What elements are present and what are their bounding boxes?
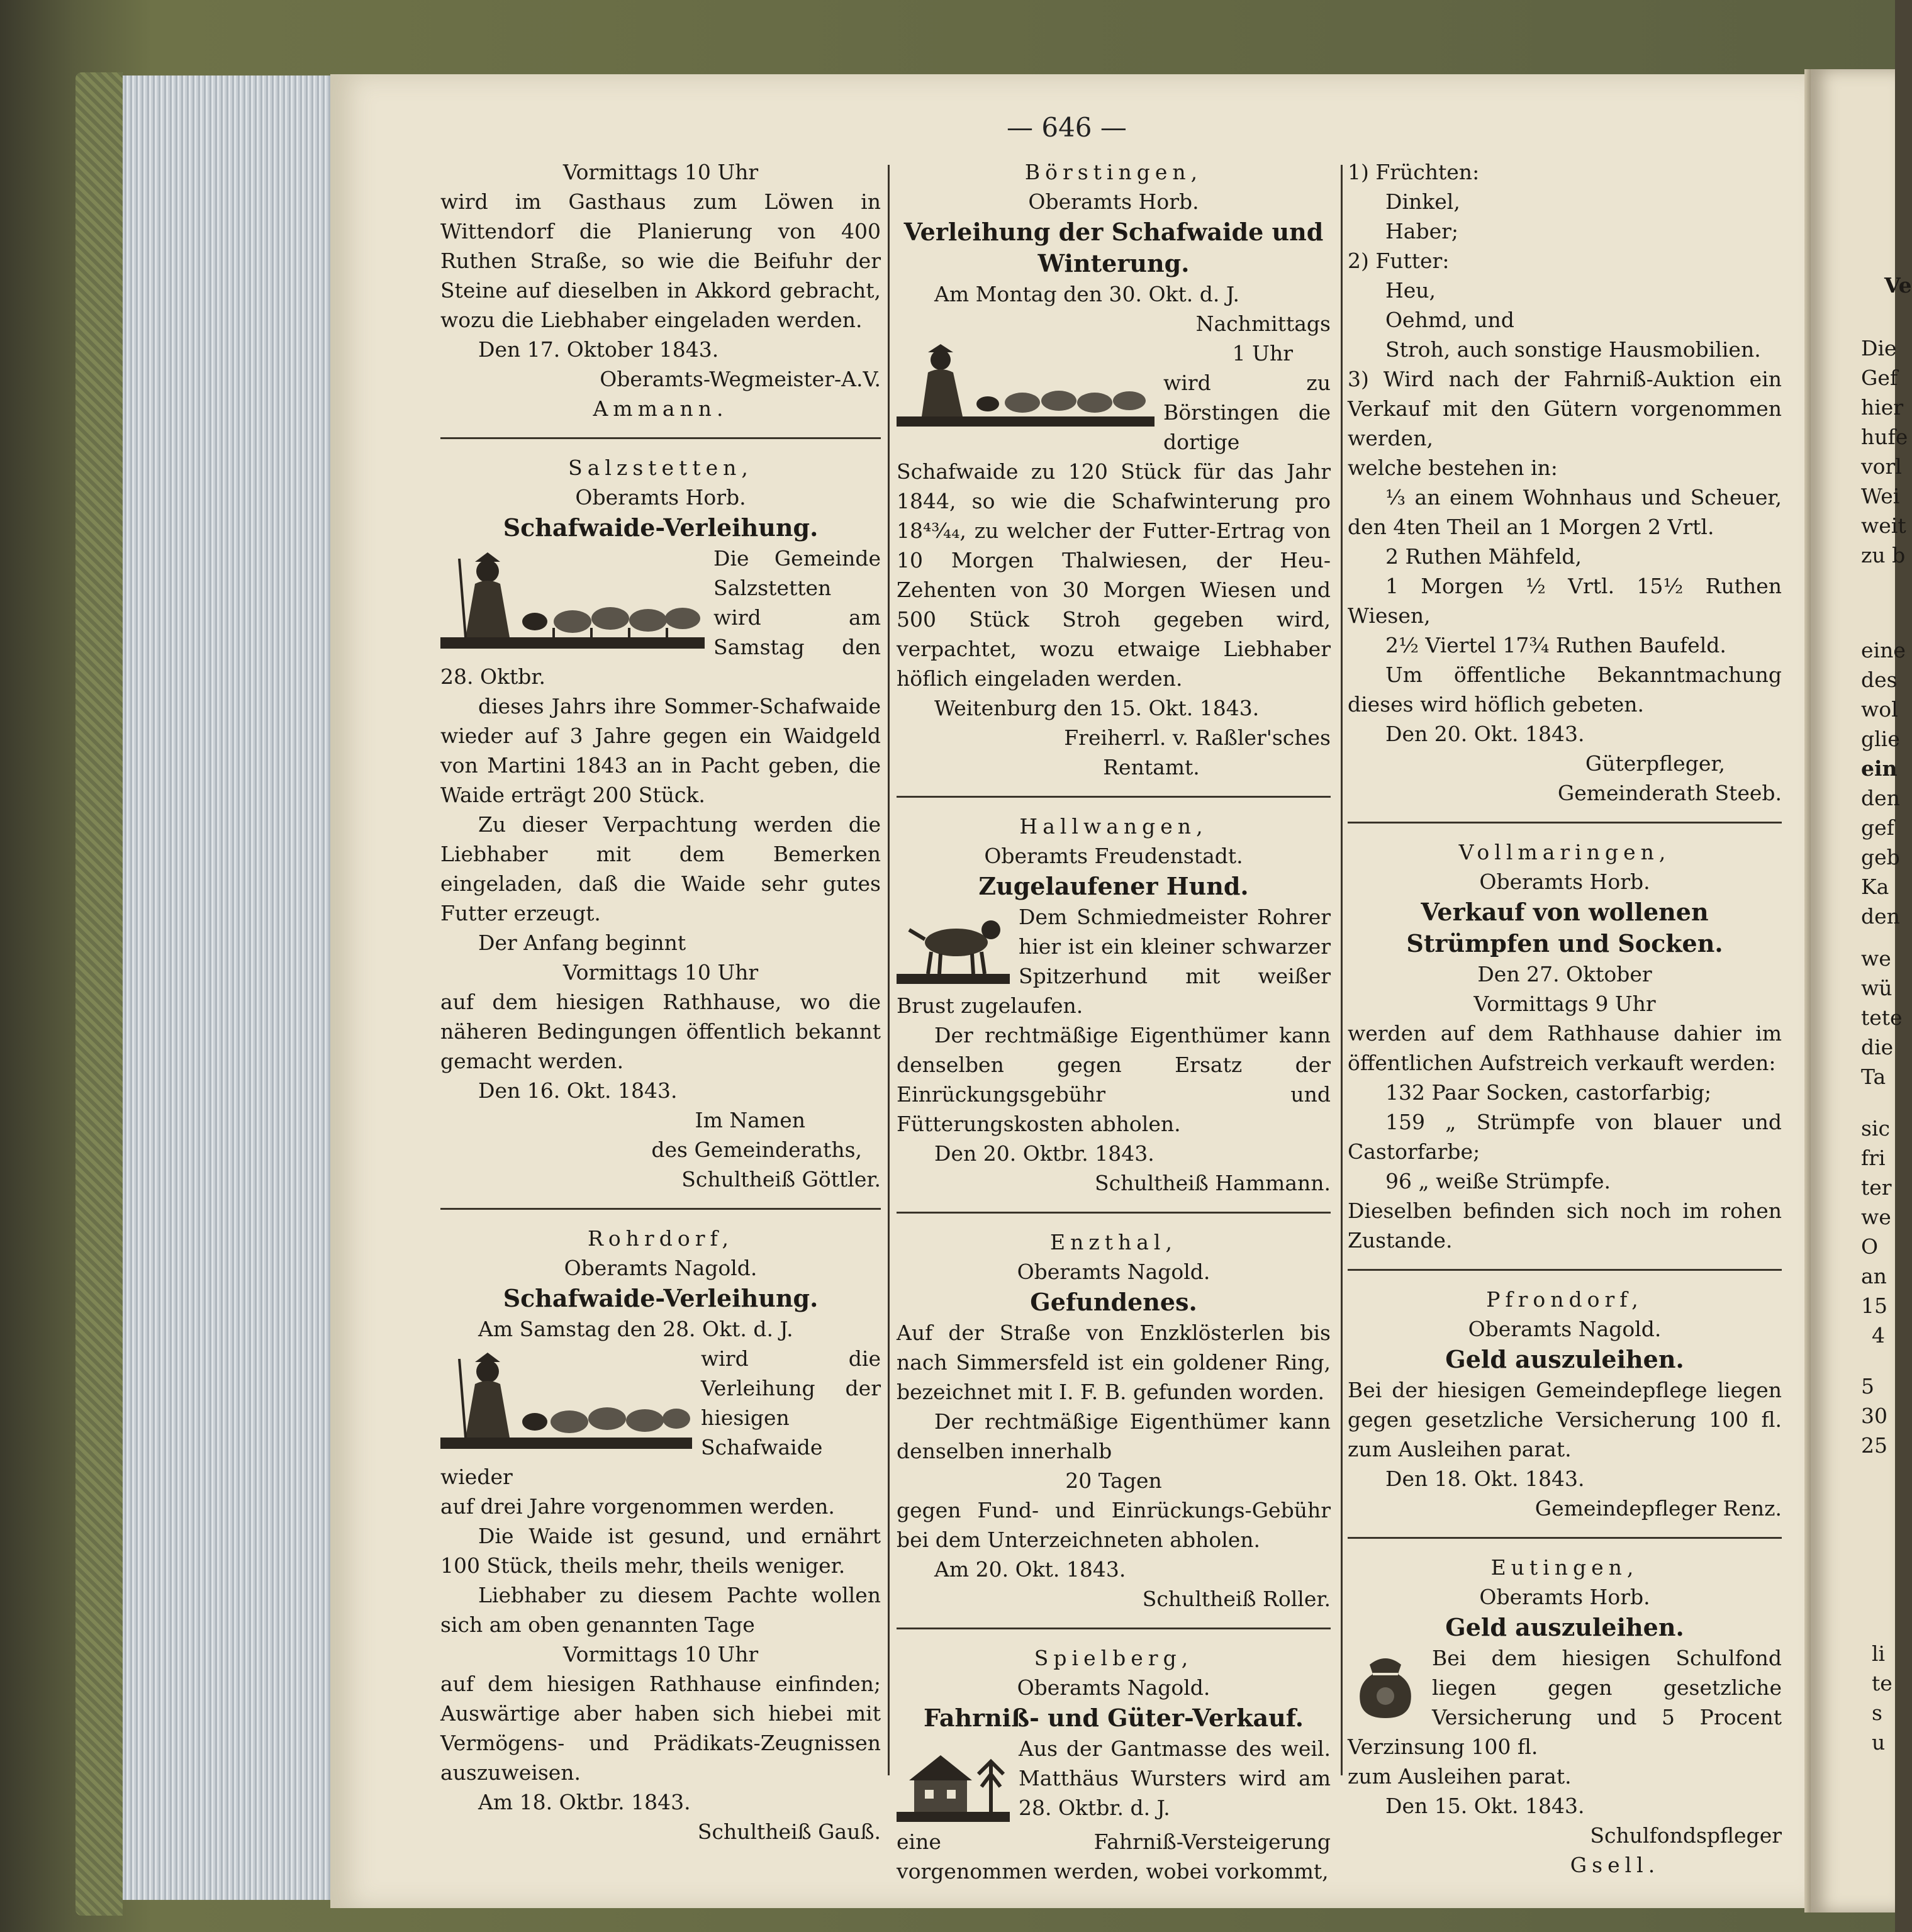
- ad-signature-1: Güterpfleger,: [1585, 751, 1725, 776]
- fragment: gef: [1861, 815, 1894, 840]
- list-item: Oehmd, und: [1385, 308, 1514, 332]
- fragment: weit: [1861, 513, 1906, 538]
- column-divider-1: [888, 165, 890, 1775]
- woodcut-block: [440, 544, 881, 691]
- list-item: Stroh, auch sonstige Hausmobilien.: [1385, 337, 1761, 362]
- ad-eutingen: [1348, 1553, 1782, 1880]
- ad-body-3: Die Waide ist gesund, und ernährt 100 Stück, theils mehr, theils weniger.: [440, 1524, 881, 1578]
- ad-signature-1: Im Namen: [695, 1108, 805, 1132]
- ad-body-2: Der rechtmäßige Eigenthümer kann denselben gegen Ersatz der Einrückungsgebühr und Fütterungskosten abholen.: [897, 1023, 1331, 1136]
- ad-time-1: Nachmittags: [1195, 311, 1331, 336]
- ad-body: wird zu Börstingen die dortige Schafwaide zu 120 Stück für das Jahr 1844, so wie die Schafwinterung pro 18⁴³⁄₄₄, zu welcher der Futter-Ertrag von 10 Morgen Thalwiesen, der Heu-Zehenten von 30 Morgen Wiesen und 500 Stück Stroh gegeben wird, verpachtet, wozu etwaige Liebhaber höflich eingeladen werden.: [897, 371, 1331, 691]
- ad-date: Am 20. Okt. 1843.: [934, 1557, 1126, 1582]
- column-1: [440, 157, 881, 1846]
- divider: [1348, 1537, 1782, 1539]
- ad-vollmaringen: [1348, 837, 1782, 1255]
- ad-body-1: dieses Jahrs ihre Sommer-Schafwaide wieder auf 3 Jahre gegen ein Waidgeld von Martini 1843 an in Pacht geben, die Waide erträgt 200 Stück.: [440, 694, 881, 807]
- divider: [440, 437, 881, 439]
- ad-intro: Am Montag den 30. Okt. d. J.: [934, 282, 1239, 306]
- fragment: u: [1872, 1730, 1886, 1755]
- ad-body-2: Zu dieser Verpachtung werden die Liebhaber mit dem Bemerken eingeladen, daß die Waide sehr gutes Futter erzeugt.: [440, 812, 881, 925]
- ad-body-2: Dieselben befinden sich noch im rohen Zustande.: [1348, 1198, 1782, 1253]
- fragment: glie: [1861, 727, 1900, 751]
- ad-date: Den 17. Oktober 1843.: [478, 337, 719, 362]
- ad-signature: Schultheiß Roller.: [1142, 1587, 1331, 1611]
- ad-body-3: gegen Fund- und Einrückungs-Gebühr bei dem Unterzeichneten abholen.: [897, 1498, 1331, 1552]
- ad-pfrondorf: [1348, 1285, 1782, 1523]
- ad-body-1: Aus der Gantmasse des weil. Matthäus Wursters wird am 28. Oktbr. d. J.: [1019, 1736, 1331, 1820]
- ad-signature: Oberamts-Wegmeister-A.V.: [600, 367, 881, 391]
- fragment: we: [1861, 946, 1891, 971]
- list-item: welche bestehen in:: [1348, 455, 1558, 480]
- list-item: Heu,: [1385, 278, 1436, 303]
- woodcut-block: [897, 902, 1331, 1020]
- ad-title: Zugelaufener Hund.: [978, 872, 1249, 900]
- ad-boerstingen: [897, 157, 1331, 782]
- column-divider-2: [1341, 165, 1343, 1775]
- ad-title: Gefundenes.: [1030, 1288, 1197, 1316]
- fragment: vorl: [1861, 454, 1902, 479]
- ad-time: Vormittags 10 Uhr: [562, 1642, 759, 1667]
- ad-district: Oberamts Nagold.: [564, 1256, 758, 1280]
- ad-signature: Schultheiß Gauß.: [697, 1819, 881, 1844]
- ad-district: Oberamts Nagold.: [1468, 1317, 1662, 1341]
- ad-enzthal: [897, 1227, 1331, 1614]
- ad-place: Börstingen,: [1024, 160, 1203, 184]
- fragment: hier: [1861, 395, 1904, 420]
- house-woodcut-icon: [897, 1736, 1010, 1824]
- fragment: O: [1861, 1234, 1879, 1259]
- fragment: des: [1861, 667, 1898, 692]
- list-item: 1) Früchten:: [1348, 160, 1480, 184]
- ad-wittendorf: [440, 157, 881, 423]
- ad-time: Vormittags 10 Uhr: [562, 960, 759, 985]
- fragment: 30: [1861, 1404, 1887, 1428]
- ad-district: Oberamts Freudenstadt.: [984, 844, 1243, 868]
- shepherd-woodcut-icon: [440, 546, 705, 653]
- ad-place: Eutingen,: [1490, 1555, 1639, 1580]
- fragment: 5: [1861, 1374, 1874, 1399]
- ad-body-2: eine Fahrniß-Versteigerung vorgenommen werden, wobei vorkommt,: [897, 1829, 1331, 1884]
- ad-place: Pfrondorf,: [1486, 1287, 1643, 1312]
- ad-place: Vollmaringen,: [1458, 840, 1671, 864]
- fragment: Ta: [1861, 1064, 1886, 1089]
- ad-signature: Gemeindepfleger Renz.: [1535, 1496, 1782, 1521]
- ad-place: Rohrdorf,: [587, 1226, 734, 1251]
- ad-title: Schafwaide-Verleihung.: [503, 513, 819, 542]
- ad-rohrdorf: [440, 1224, 881, 1846]
- fragment: wol: [1861, 697, 1898, 722]
- ad-title: Fahrniß- und Güter-Verkauf.: [924, 1704, 1304, 1732]
- fragment: hufe: [1861, 425, 1908, 449]
- list-item: Haber;: [1385, 219, 1458, 243]
- fragment: Ve: [1884, 273, 1912, 298]
- ad-body-2: Der rechtmäßige Eigenthümer kann denselben innerhalb: [897, 1409, 1331, 1463]
- ad-signature-2: Rentamt.: [1103, 755, 1200, 779]
- column-3: [1348, 157, 1782, 1880]
- divider: [897, 1212, 1331, 1214]
- fragment: eine: [1861, 638, 1906, 662]
- ad-signature-3: Schultheiß Göttler.: [681, 1167, 881, 1192]
- list-item: 96 „ weiße Strümpfe.: [1385, 1169, 1611, 1193]
- divider: [1348, 822, 1782, 824]
- ad-signature-name: Ammann.: [593, 396, 729, 421]
- ad-body-1: Bei dem hiesigen Schulfond liegen gegen gesetzliche Versicherung und 5 Procent Verzinsung 100 fl.: [1348, 1646, 1782, 1759]
- ad-date: Den 18. Okt. 1843.: [1385, 1466, 1585, 1491]
- ad-signature: Schultheiß Hammann.: [1095, 1171, 1331, 1195]
- ad-body: Um öffentliche Bekanntmachung dieses wird höflich gebeten.: [1348, 662, 1782, 717]
- fragment: s: [1872, 1700, 1882, 1725]
- ad-district: Oberamts Horb.: [1028, 189, 1199, 214]
- book-binding: [75, 72, 123, 1916]
- list-item: Dinkel,: [1385, 189, 1460, 214]
- ad-intro: Am Samstag den 28. Okt. d. J.: [478, 1317, 793, 1341]
- page-edges: [123, 75, 333, 1900]
- ad-title: Verkauf von wollenen Strümpfen und Socken.: [1406, 898, 1723, 958]
- fragment: Wei: [1861, 484, 1900, 508]
- ad-body-3: auf dem hiesigen Rathhause, wo die näheren Bedingungen öffentlich bekannt gemacht werden.: [440, 990, 881, 1073]
- ad-body-5: auf dem hiesigen Rathhause einfinden; Auswärtige aber haben sich hiebei mit Vermögens- und Prädikats-Zeugnissen auszuweisen.: [440, 1672, 881, 1785]
- ad-start: Der Anfang beginnt: [478, 930, 686, 955]
- ad-intro: Die Gemeinde Salzstetten wird am Samstag den 28. Oktbr.: [440, 546, 881, 689]
- ad-district: Oberamts Horb.: [1479, 1585, 1650, 1609]
- fragment: Die: [1861, 336, 1897, 360]
- divider: [897, 1628, 1331, 1629]
- shepherd-woodcut-icon: [440, 1346, 692, 1453]
- fragment: sic: [1861, 1116, 1890, 1141]
- ad-title: Verleihung der Schafwaide und Winterung.: [903, 218, 1324, 277]
- ad-date: Den 27. Oktober: [1477, 962, 1652, 986]
- ad-district: Oberamts Nagold.: [1017, 1675, 1210, 1700]
- column-2: [897, 157, 1331, 1886]
- ad-signature-2: des Gemeinderaths,: [651, 1137, 862, 1162]
- ad-district: Oberamts Nagold.: [1017, 1259, 1210, 1284]
- ad-date: Am 18. Oktbr. 1843.: [478, 1790, 691, 1814]
- fragment: an: [1861, 1264, 1887, 1288]
- ad-date: Den 16. Okt. 1843.: [478, 1078, 678, 1103]
- divider: [1348, 1269, 1782, 1271]
- ad-hallwangen: [897, 812, 1331, 1198]
- ad-spielberg: [897, 1643, 1331, 1886]
- list-item: 3) Wird nach der Fahrniß-Auktion ein Verkauf mit den Gütern vorgenommen werden,: [1348, 367, 1782, 450]
- fragment: ter: [1861, 1175, 1892, 1200]
- ad-time: Vormittags 9 Uhr: [1473, 991, 1656, 1016]
- ad-body: wird im Gasthaus zum Löwen in Wittendorf die Planierung von 400 Ruthen Straße, so wie die Beifuhr der Steine auf dieselben in Akkord gebracht, wozu die Liebhaber eingeladen werden.: [440, 189, 881, 332]
- ad-salzstetten: [440, 453, 881, 1194]
- fragment: we: [1861, 1205, 1891, 1229]
- ad-days: 20 Tagen: [1065, 1468, 1162, 1493]
- list-item: 2) Futter:: [1348, 248, 1450, 273]
- fragment: fri: [1861, 1146, 1886, 1170]
- ad-spielberg-continued: [1348, 157, 1782, 808]
- ad-date: Den 20. Oktbr. 1843.: [934, 1141, 1154, 1166]
- ad-body-2: zum Ausleihen parat.: [1348, 1764, 1572, 1789]
- dog-woodcut-icon: [897, 905, 1010, 986]
- list-item: ⅓ an einem Wohnhaus und Scheuer, den 4ten Theil an 1 Morgen 2 Vrtl.: [1348, 485, 1782, 539]
- fragment: li: [1872, 1641, 1886, 1666]
- ad-title: Schafwaide-Verleihung.: [503, 1284, 819, 1312]
- ad-place: Hallwangen,: [1019, 814, 1208, 839]
- ad-signature-2: Gemeinderath Steeb.: [1557, 781, 1782, 805]
- fragment: ein: [1861, 756, 1898, 781]
- ad-title: Geld auszuleihen.: [1445, 1613, 1684, 1641]
- fragment: 15: [1861, 1293, 1887, 1318]
- divider: [440, 1208, 881, 1210]
- money-bag-woodcut-icon: [1348, 1646, 1423, 1721]
- woodcut-block: [1348, 1643, 1782, 1762]
- fragment: zu b: [1861, 543, 1906, 567]
- fragment: Gef: [1861, 366, 1898, 390]
- ad-signature-1: Schulfondspfleger: [1590, 1823, 1782, 1848]
- ad-date: Den 20. Okt. 1843.: [1385, 722, 1585, 746]
- ad-place: Salzstetten,: [568, 455, 753, 480]
- woodcut-block: [897, 1734, 1331, 1827]
- ad-signature-1: Freiherrl. v. Raßler'sches: [1064, 725, 1331, 750]
- list-item: 1 Morgen ½ Vrtl. 15½ Ruthen Wiesen,: [1348, 574, 1782, 628]
- list-item: 2½ Viertel 17¾ Ruthen Baufeld.: [1385, 633, 1726, 657]
- ad-place: Spielberg,: [1034, 1646, 1194, 1670]
- fragment: 25: [1861, 1433, 1887, 1458]
- page-number: — 646 —: [1007, 112, 1127, 143]
- ad-body: Bei der hiesigen Gemeindepflege liegen gegen gesetzliche Versicherung 100 fl. zum Ausleihen parat.: [1348, 1378, 1782, 1461]
- ad-district: Oberamts Horb.: [575, 485, 746, 510]
- ad-place: Enzthal,: [1050, 1230, 1177, 1254]
- ad-body-1: Dem Schmiedmeister Rohrer hier ist ein kleiner schwarzer Spitzerhund mit weißer Brust zugelaufen.: [897, 905, 1331, 1018]
- ad-district: Oberamts Horb.: [1479, 869, 1650, 894]
- ad-date: Den 15. Okt. 1843.: [1385, 1794, 1585, 1818]
- fragment: tete: [1861, 1005, 1903, 1030]
- list-item: 159 „ Strümpfe von blauer und Castorfarbe;: [1348, 1110, 1782, 1164]
- ad-signature-2: Gsell.: [1570, 1853, 1660, 1877]
- ad-body-1: Auf der Straße von Enzklösterlen bis nach Simmersfeld ist ein goldener Ring, bezeichnet mit I. F. B. gefunden worden.: [897, 1321, 1331, 1404]
- divider: [897, 796, 1331, 798]
- fragment: den: [1861, 786, 1900, 810]
- ad-body-1: werden auf dem Rathhause dahier im öffentlichen Aufstreich verkauft werden:: [1348, 1021, 1782, 1075]
- list-item: 2 Ruthen Mähfeld,: [1385, 544, 1582, 569]
- ad-time-2: 1 Uhr: [1232, 341, 1293, 366]
- fragment: Ka: [1861, 874, 1889, 899]
- fragment: te: [1872, 1671, 1892, 1695]
- woodcut-block: [897, 338, 1331, 693]
- ad-title: Geld auszuleihen.: [1445, 1345, 1684, 1373]
- shepherd-woodcut-icon: [897, 341, 1154, 429]
- ad-date: Weitenburg den 15. Okt. 1843.: [934, 696, 1260, 720]
- fragment: geb: [1861, 845, 1900, 869]
- fragment: den: [1861, 904, 1900, 929]
- fragment: wü: [1861, 976, 1892, 1000]
- ad-body-2: auf drei Jahre vorgenommen werden.: [440, 1494, 835, 1519]
- fragment: die: [1861, 1035, 1894, 1059]
- ad-body-1: wird die Verleihung der hiesigen Schafwaide wieder: [440, 1346, 881, 1489]
- ad-body-4: Liebhaber zu diesem Pachte wollen sich am oben genannten Tage: [440, 1583, 881, 1637]
- list-item: 132 Paar Socken, castorfarbig;: [1385, 1080, 1712, 1105]
- fragment: 4: [1872, 1323, 1885, 1348]
- ad-time: Vormittags 10 Uhr: [562, 160, 759, 184]
- woodcut-block: [440, 1344, 881, 1492]
